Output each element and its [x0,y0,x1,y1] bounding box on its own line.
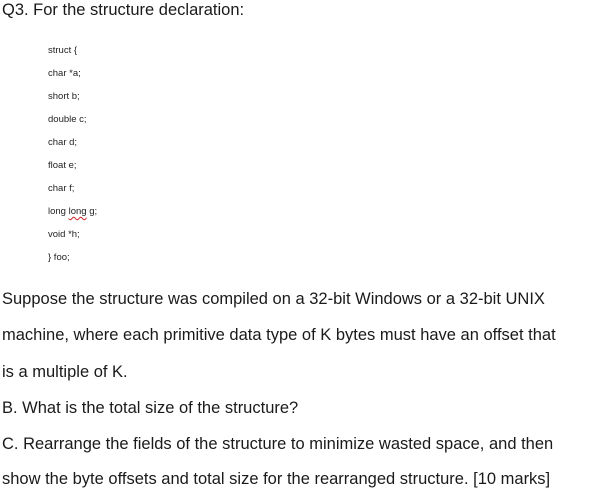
code-line: double c; [48,114,87,125]
code-line: char f; [48,183,75,194]
part-b-question: B. What is the total size of the structure? [2,399,299,417]
code-line [48,200,248,223]
question-heading: Q3. For the structure declaration: [2,1,245,19]
part-c-question: C. Rearrange the fields of the structure to minimize wasted space, and then [2,435,554,453]
spellcheck-underlined-word: long [68,206,87,217]
code-text: long [48,206,69,217]
code-line: char d; [48,137,78,148]
code-line: struct { [48,45,78,56]
code-line: float e; [48,160,77,171]
body-line: Suppose the structure was compiled on a 32-bit Windows or a 32-bit UNIX [2,290,545,308]
code-line: char *a; [48,68,81,79]
struct-code-block [48,39,248,269]
body-line: machine, where each primitive data type of K bytes must have an offset that [2,326,556,344]
code-text: g; [86,206,98,217]
body-line: is a multiple of K. [2,363,128,381]
part-c-question-continued: show the byte offsets and total size for the rearranged structure. [10 marks] [2,470,551,488]
code-line: short b; [48,91,80,102]
code-line: } foo; [48,252,70,263]
code-line: void *h; [48,229,80,240]
